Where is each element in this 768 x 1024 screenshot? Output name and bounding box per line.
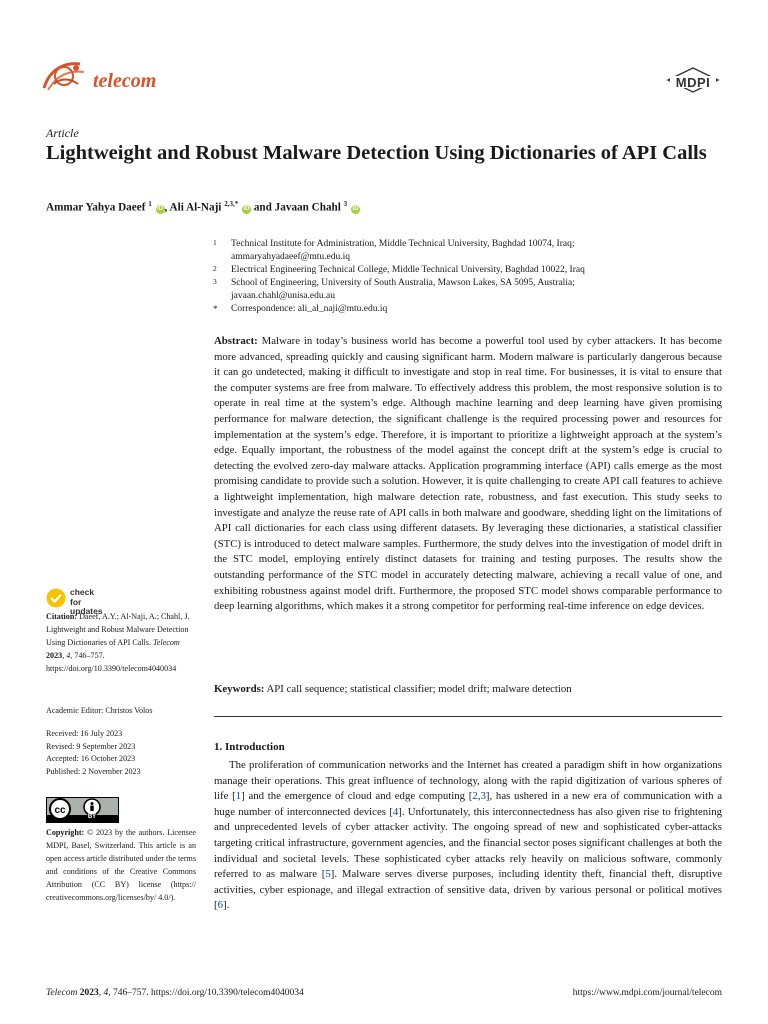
intro-paragraph [214, 758, 722, 914]
affiliation-email[interactable]: javaan.chahl@unisa.edu.au [231, 291, 335, 301]
date-revised: Revised: 9 September 2023 [46, 741, 136, 751]
keywords-text: API call sequence; statistical classifier; model drift; malware detection [266, 683, 572, 695]
keywords [214, 682, 722, 698]
citation-doi[interactable]: , 746–757. https://doi.org/10.3390/telecom4040034 [46, 650, 177, 673]
affiliation-text: School of Engineering, University of South Australia, Mawson Lakes, SA 5095, Australia; [231, 278, 575, 288]
keywords-label: Keywords: [214, 683, 265, 695]
date-published: Published: 2 November 2023 [46, 766, 141, 776]
footer-doi[interactable]: , 746–757. https://doi.org/10.3390/telecom4040034 [108, 988, 304, 998]
abstract-label: Abstract: [214, 335, 258, 347]
article-type: Article [46, 126, 79, 140]
intro-text: The proliferation of communication networks and the Internet has created a paradigm shift in how organizations manage their operations. This great influence of technology, along with the rapid digitization of various spheres of life [ [214, 759, 722, 803]
page-footer: Telecom 2023, 4, 746–757. https://doi.org/10.3390/telecom4040034 https://www.mdpi.com/journal/telecom [46, 988, 722, 998]
affiliation-email[interactable]: ammaryahyadaeef@mtu.edu.iq [231, 252, 351, 262]
affiliation-item [213, 277, 723, 303]
copyright-label: Copyright: [46, 828, 85, 837]
correspondence-marker: * [213, 304, 218, 314]
svg-text:cc: cc [54, 805, 66, 816]
author-affiliation-marker: 1 [148, 200, 152, 208]
author-list: Ammar Yahya Daeef $^1$ iD , Ali Al-Naji $^{2,3,*}$ iD and Javaan Chahl $^3$ iD [46, 200, 359, 214]
affiliation-text: Technical Institute for Administration, Middle Technical University, Baghdad 10074, Iraq; [231, 239, 575, 249]
citation-text: Daeef, A.Y.; Al-Naji, A.; Chahl, J. Lightweight and Robust Malware Detection Using Dictionaries of API Calls. [46, 612, 190, 647]
intro-text: ]. Unfortunately, this interconnectedness has also given rise to frightening and unprecedented levels of cyber attacker activity. The ongoing spread of new and sophisticated cyber-attacks targeting critical infrastructure, government agencies, and the financial sector poses significant challenges at both the individual and societal levels. These sophisticated cyber attacks rely heavily on malicious software, commonly referred to as malware [ [214, 805, 722, 881]
citation-link[interactable]: 5 [325, 868, 331, 881]
check-updates-line2: updates [70, 606, 103, 616]
footer-journal-url[interactable]: https://www.mdpi.com/journal/telecom [572, 988, 722, 998]
article-title: Lightweight and Robust Malware Detection Using Dictionaries of API Calls [46, 142, 707, 164]
telecom-logo-icon [40, 58, 88, 94]
citation-link[interactable]: 2 [472, 790, 478, 803]
publication-dates [46, 728, 141, 778]
citation-link[interactable]: 3 [480, 790, 486, 803]
intro-text: ]. Malware serves diverse purposes, including identity theft, financial theft, disruptive activities, cyber espionage, and illegal extraction of sensitive data, driven by various personal or political motives [ [214, 868, 723, 912]
mdpi-logo [664, 66, 722, 100]
date-accepted: Accepted: 16 October 2023 [46, 754, 136, 764]
author-name[interactable]: Ammar Yahya Daeef [46, 201, 146, 214]
affiliation-marker: 1 [213, 238, 217, 247]
citation-block: Citation: Daeef, A.Y.; Al-Naji, A.; Chahl, J. Lightweight and Robust Malware Detection Using Dictionaries of API Calls. Telecom 2023, 4, 746–757. https://doi.org/10.3390/telecom4040034 [46, 612, 190, 673]
intro-text: , [477, 790, 481, 803]
academic-editor: Academic Editor: Christos Volos [46, 706, 153, 715]
citation-link[interactable]: 4 [392, 805, 399, 818]
intro-text: ] and the emergence of cloud and edge computing [ [241, 790, 473, 803]
affiliations [213, 238, 723, 316]
intro-text: ], has ushered in a new era of communication with a huge number of interconnected devices [ [214, 790, 723, 818]
author-affiliation-marker: 3 [343, 200, 348, 208]
journal-name: telecom [93, 70, 157, 92]
affiliation-item [213, 264, 723, 277]
orcid-icon[interactable]: iD [157, 205, 164, 212]
correspondence-item [213, 303, 723, 316]
check-updates-icon [46, 588, 66, 608]
abstract-text: Malware in today’s business world has become a powerful tool used by cyber attackers. It has become more advanced, spreading quickly and causing significant harm. Modern malware is particularly dangerous because it can go undetected, making it difficult to investigate and stop in real time. For businesses, it is vital to ensure that the computer systems are free from malware. To effectively address this problem, the most responsive solution is to operate in real time at the system’s edge. Although machine learning and deep learning have given promising performance for malware detection, the significant challenge is the required processing power and resources for implementation at the system’s edge. Therefore, it is important to prioritize a lightweight approach at the system’s edge. Equally important, the robustness of the model against the concept drift at the system’s edge is crucial to detecting the evolved zero-day malware attacks. Application programming interface (API) calls emerge as the most promising candidate to provide such a solution. However, it is quite challenging to create API call features to achieve a lightweight implementation, high malware detection rate, robustness, and fast execution. This study seeks to investigate and analyze the reuse rate of API calls in both malware and goodware, shedding light on the limitations of API call dictionaries for each class using different datasets. By leveraging these dictionaries, a statistical classifier (STC) is introduced to detect malware samples. Furthermore, the study delves into the investigation of model drift in the STC model, employing entirely distinct datasets for training and testing purposes. The results show the outstanding performance of the STC model in accurately detecting malware, achieving a recall value of one, and exhibiting robustness against model drift. Furthermore, the proposed STC model shows comparable performance to deep learning algorithms, which makes it a strong competitor for performing real-time inference on edge devices. [214, 335, 723, 613]
check-updates-line1: check for [70, 587, 95, 607]
copyright-notice [46, 826, 196, 904]
author-name[interactable]: Ali Al-Naji [169, 201, 222, 214]
orcid-icon[interactable]: iD [243, 205, 250, 212]
footer-year: 2023 [79, 988, 99, 998]
affiliation-marker: 2 [213, 264, 217, 273]
affiliation-item [213, 238, 723, 264]
copyright-text: © 2023 by the authors. Licensee MDPI, Basel, Switzerland. This article is an open access article distributed under the terms and conditions of the Creative Commons Attribution (CC BY) license (https:// creativecommons.org/licenses/by/ 4.0/). [46, 828, 196, 902]
citation-link[interactable]: 1 [235, 790, 242, 803]
intro-text: ]. [223, 899, 230, 912]
footer-journal: Telecom [46, 988, 78, 998]
section-divider [214, 716, 722, 717]
affiliation-text: Electrical Engineering Technical College, Middle Technical University, Baghdad 10022, Iraq [231, 265, 585, 275]
orcid-icon[interactable]: iD [352, 205, 359, 212]
citation-year: 2023 [46, 650, 63, 660]
affiliation-marker: 3 [213, 277, 217, 286]
cc-by-license-badge[interactable] [46, 797, 119, 823]
cc-by-icon [46, 797, 119, 823]
citation-label: Citation: [46, 612, 78, 621]
author-affiliation-marker: 2,3,* [224, 200, 239, 208]
author-name[interactable]: Javaan Chahl [274, 201, 341, 214]
section-heading: 1. Introduction [214, 741, 285, 753]
correspondence-text[interactable]: Correspondence: ali_al_naji@mtu.edu.iq [231, 304, 388, 314]
citation-link[interactable]: 6 [217, 899, 224, 912]
cc-by-label: BY [87, 814, 97, 820]
citation-journal: Telecom [153, 637, 180, 647]
footer-volume: 4 [103, 988, 109, 998]
citation-volume: 4 [66, 650, 71, 660]
mdpi-logo-text: MDPI [675, 75, 711, 90]
abstract [214, 334, 722, 615]
date-received: Received: 16 July 2023 [46, 729, 123, 738]
